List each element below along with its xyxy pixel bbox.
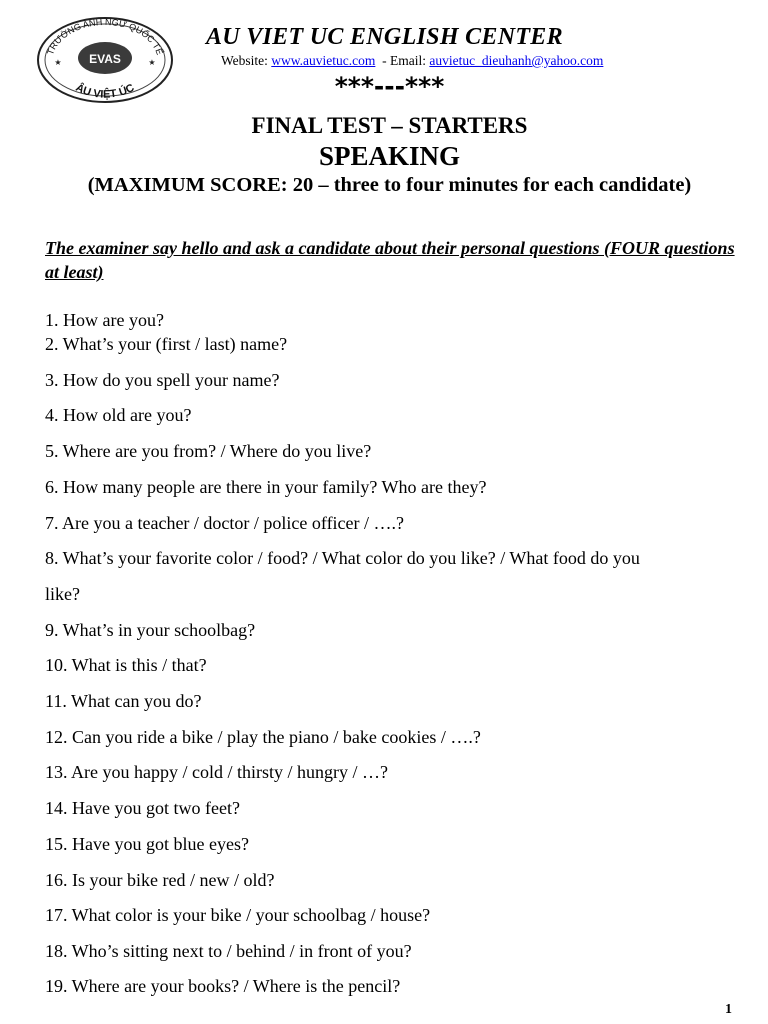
question-item: 4. How old are you? [45, 405, 192, 425]
question-item: 16. Is your bike red / new / old? [45, 870, 275, 890]
question-item: 10. What is this / that? [45, 655, 207, 675]
question-item: 19. Where are your books? / Where is the pencil? [45, 976, 401, 996]
svg-text:★: ★ [54, 58, 62, 67]
question-item: 13. Are you happy / cold / thirsty / hungry / …? [45, 762, 388, 782]
svg-text:★: ★ [148, 58, 156, 67]
question-item: 14. Have you got two feet? [45, 798, 240, 818]
question-item: 15. Have you got blue eyes? [45, 834, 249, 854]
question-item: 17. What color is your bike / your schoolbag / house? [45, 905, 431, 925]
question-item-continued: like? [45, 584, 80, 604]
question-item: 8. What’s your favorite color / food? / What color do you like? / What food do you [45, 548, 640, 568]
question-item: 5. Where are you from? / Where do you live? [45, 441, 372, 461]
question-item: 6. How many people are there in your family? Who are they? [45, 477, 487, 497]
email-link[interactable]: auvietuc_dieuhanh@yahoo.com [429, 53, 604, 68]
question-item: 9. What’s in your schoolbag? [45, 620, 256, 640]
score-note: (MAXIMUM SCORE: 20 – three to four minutes for each candidate) [87, 174, 692, 196]
page-number: 1 [725, 1002, 732, 1017]
question-item: 7. Are you a teacher / doctor / police officer / ….? [45, 513, 405, 533]
question-item: 2. What’s your (first / last) name? [45, 334, 288, 354]
question-item: 18. Who’s sitting next to / behind / in front of you? [45, 941, 412, 961]
contact-line [221, 53, 603, 69]
section-title: SPEAKING [318, 141, 461, 171]
question-item: 12. Can you ride a bike / play the piano / bake cookies / ….? [45, 727, 481, 747]
website-label: Website: [221, 53, 268, 68]
question-item: 1. How are you? [45, 310, 164, 330]
email-label: - Email: [382, 53, 426, 68]
examiner-instruction: The examiner say hello and ask a candidate about their personal questions (FOUR questions at least) [45, 238, 735, 282]
logo-ring-bottom-text: ÂU VIỆT ÚC [73, 81, 137, 101]
header-separator: ***---*** [334, 72, 445, 101]
center-name: AU VIET UC ENGLISH CENTER [206, 24, 563, 50]
question-item: 3. How do you spell your name? [45, 370, 280, 390]
website-link[interactable]: www.auvietuc.com [271, 53, 376, 68]
question-item: 11. What can you do? [45, 691, 202, 711]
logo-ring-top-text: TRƯỜNG ANH NGỮ QUỐC TẾ [45, 16, 165, 57]
logo-text: EVAS [89, 52, 121, 66]
test-title: FINAL TEST – STARTERS [251, 113, 528, 138]
